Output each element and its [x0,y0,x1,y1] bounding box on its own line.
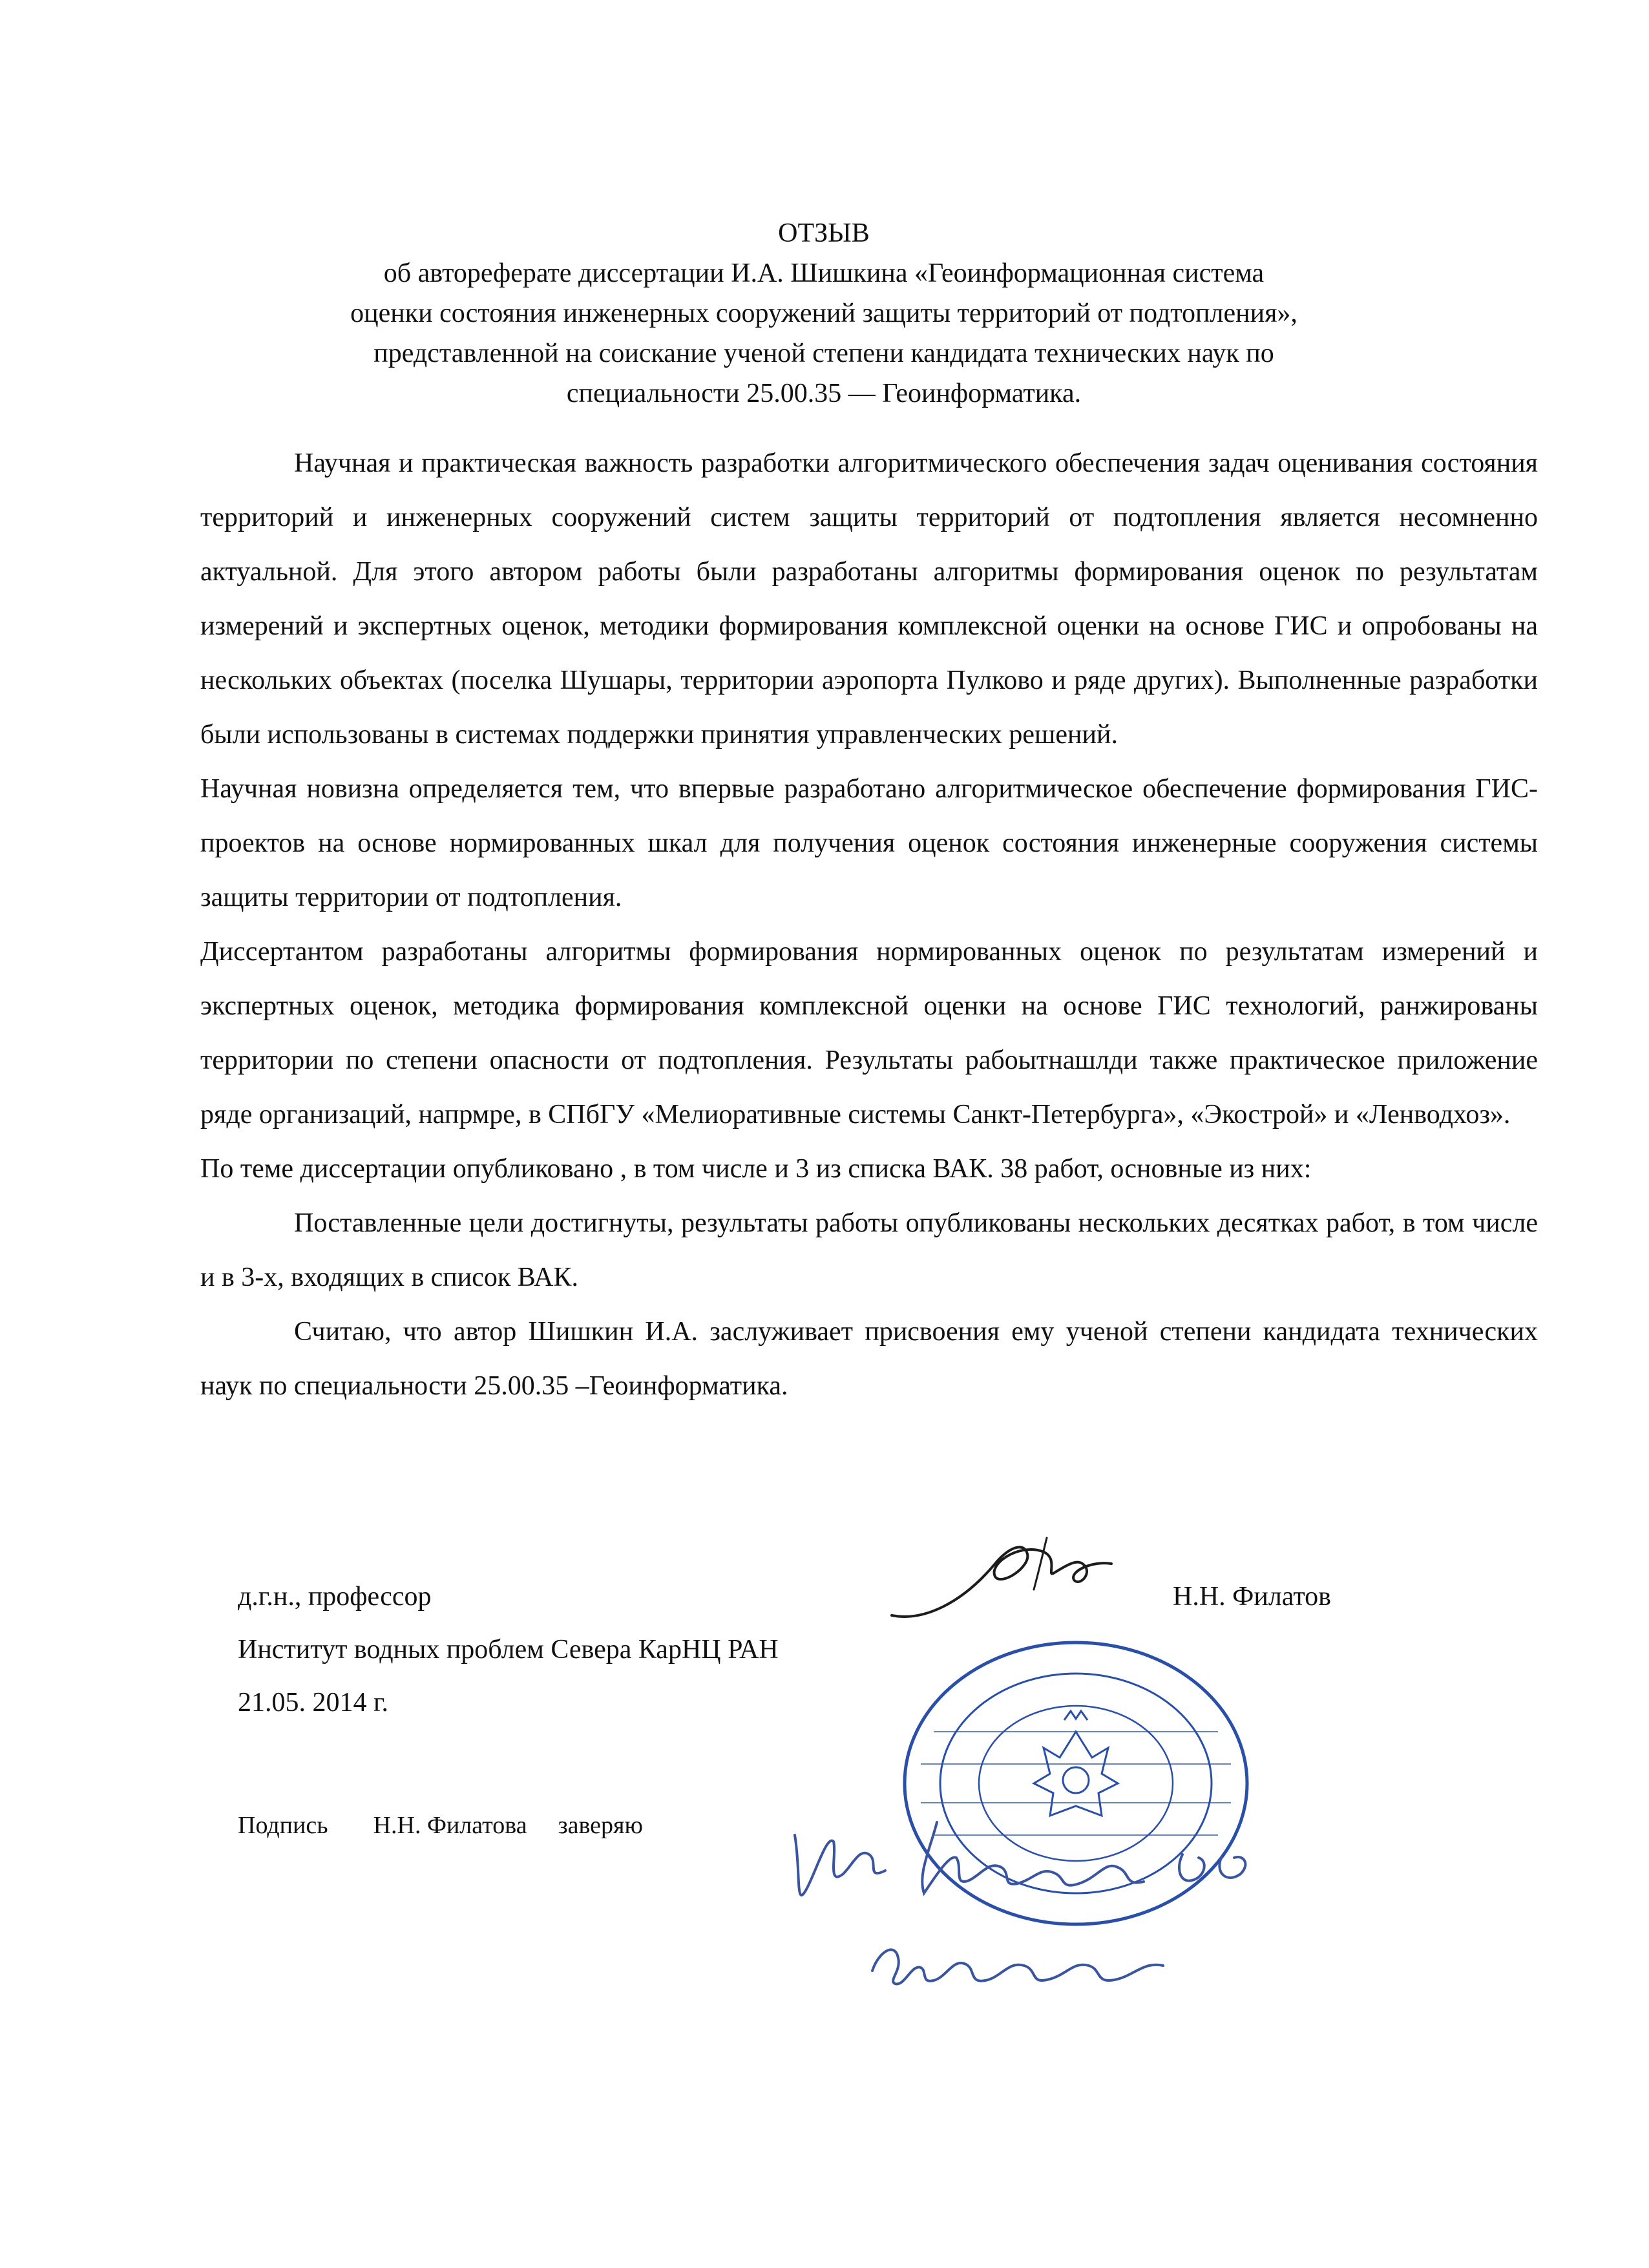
subtitle-line: представленной на соискание ученой степени кандидата технических наук по [373,339,1274,368]
paragraph-relevance: Научная и практическая важность разработки алгоритмического обеспечения задач оценивания состояния территорий и инженерных сооружений систем защиты территорий от подтопления является несомненно актуальной. Для этого автором работы были разработаны алгоритмы формирования оценок по результатам измерений и экспертных оценок, методики формирования комплексной оценки на основе ГИС и опробованы на нескольких объектах (поселка Шушары, территории аэропорта Пулково и ряде других). Выполненные разработки были использованы в системах поддержки принятия управленческих решений. [200,448,1538,750]
paragraph-goals: Поставленные цели достигнуты, результаты работы опубликованы нескольких десятках работ, в том числе и в 3-х, входящих в список ВАК. [200,1208,1538,1292]
paragraph-results: Диссертантом разработаны алгоритмы формирования нормированных оценок по результатам измерений и экспертных оценок, методика формирования комплексной оценки на основе ГИС технологий, ранжированы территории по степени опасности от подтопления. Результаты рабоытнашлди также практическое приложение ряде организаций, напрмре, в СПбГУ «Мелиоративные системы Санкт-Петербурга», «Экострой» и «Ленводхоз». [200,937,1538,1129]
handwritten-signature [885,1525,1118,1635]
signature-date: 21.05. 2014 г. [238,1688,388,1717]
subtitle-line: об автореферате диссертации И.А. Шишкина «Геоинформационная система [383,258,1265,288]
signatory-institution: Институт водных проблем Севера КарНЦ РАН [238,1635,779,1664]
document-header [194,213,1454,414]
certification-label: Подпись [238,1812,328,1839]
paragraph-conclusion: Считаю, что автор Шишкин И.А. заслуживает присвоения ему ученой степени кандидата технических наук по специальности 25.00.35 –Геоинформатика. [200,1317,1538,1401]
signatory-name: Н.Н. Филатов [1173,1582,1331,1612]
certification-name: Н.Н. Филатова [373,1812,527,1839]
signatory-position: д.г.н., профессор [238,1582,432,1612]
subtitle-line: специальности 25.00.35 — Геоинформатика. [566,379,1082,408]
certification-verb: заверяю [558,1812,643,1839]
subtitle-line: оценки состояния инженерных сооружений защиты территорий от подтопления», [350,299,1297,328]
paragraph-publications: По теме диссертации опубликовано , в том числе и 3 из списка ВАК. 38 работ, основные из них: [200,1154,1312,1184]
signatory-block [238,1570,779,1729]
paragraph-novelty: Научная новизна определяется тем, что впервые разработано алгоритмическое обеспечение формирования ГИС-проектов на основе нормированных шкал для получения оценок состояния инженерные сооружения системы защиты территории от подтопления. [200,774,1538,912]
review-body [200,436,1538,1413]
document-title: ОТЗЫВ [778,218,870,248]
handwritten-note [782,1796,1273,2010]
signature-certification [238,1806,643,1845]
